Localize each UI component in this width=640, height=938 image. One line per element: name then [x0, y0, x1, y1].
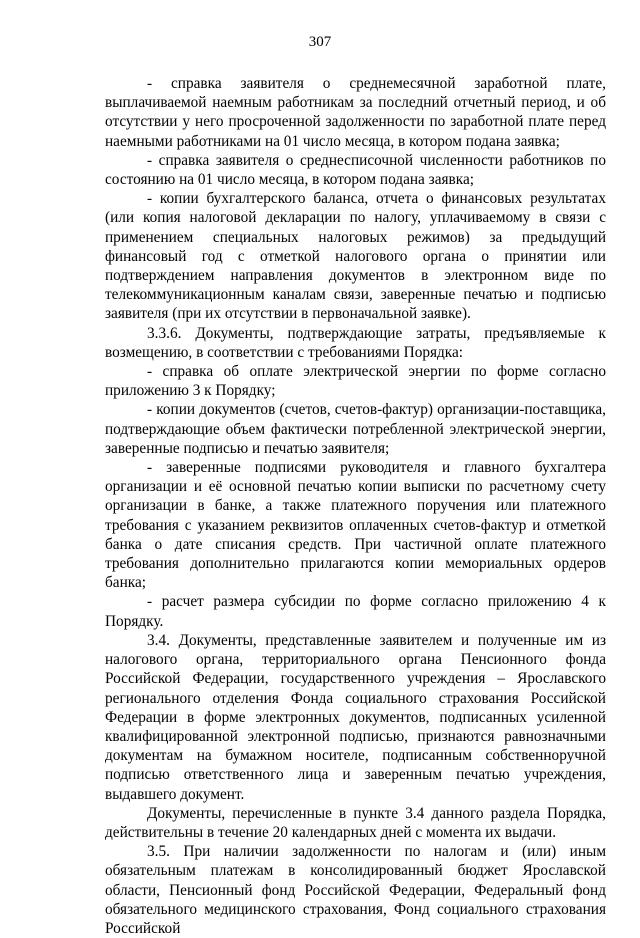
paragraph: 3.5. При наличии задолженности по налогам и (или) иным обязательным платежам в консолидированный бюджет Ярославской области, Пенсионный фонд Российской Федерации, Федеральный фонд обязательного медицинского страхования, Фонд социального страхования Российской — [105, 843, 606, 937]
paragraph: - копии документов (счетов, счетов-фактур) организации-поставщика, подтверждающие объем фактически потребленной электрической энергии, заверенные подписью и печатью заявителя; — [105, 401, 606, 457]
document-body — [105, 74, 606, 938]
paragraph: - справка заявителя о среднемесячной заработной плате, выплачиваемой наемным работникам за последний отчетный период, и об отсутствии у него просроченной задолженности по заработной плате перед наемными работниками на 01 число месяца, в котором подана заявка; — [105, 75, 606, 150]
paragraph: Документы, перечисленные в пункте 3.4 данного раздела Порядка, действительны в течение 20 календарных дней с момента их выдачи. — [105, 804, 606, 841]
paragraph: 3.4. Документы, представленные заявителем и полученные им из налогового органа, территориального органа Пенсионного фонда Российской Федерации, государственного учреждения – Ярославского регионального отделения Фонда социального страхования Российской Федерации в форме электронных документов, подписанных усиленной квалифицированной электронной подписью, признаются равнозначными документам на бумажном носителе, подписанным собственноручной подписью ответственного лица и заверенным печатью учреждения, выдавшего документ. — [105, 631, 606, 803]
paragraph: 3.3.6. Документы, подтверждающие затраты, предъявляемые к возмещению, в соответствии с требованиями Порядка: — [105, 324, 606, 361]
paragraph: - справка заявителя о среднесписочной численности работников по состоянию на 01 число месяца, в котором подана заявка; — [105, 151, 606, 189]
paragraph: - справка об оплате электрической энергии по форме согласно приложению 3 к Порядку; — [105, 363, 606, 400]
page-number: 307 — [308, 34, 332, 50]
paragraph: - расчет размера субсидии по форме согласно приложению 4 к Порядку. — [105, 593, 606, 630]
paragraph: - заверенные подписями руководителя и главного бухгалтера организации и её основной печатью копии выписки по расчетному счету организации в банке, а также платежного поручения или платежного требования с указанием реквизитов оплаченных счетов-фактур и отметкой банка о дате списания средств. При частичной оплате платежного требования дополнительно прилагаются копии мемориальных ордеров банка; — [105, 459, 606, 592]
paragraph: - копии бухгалтерского баланса, отчета о финансовых результатах (или копия налоговой декларации по налогу, уплачиваемому в связи с применением специальных налоговых режимов) за предыдущий финансовый год с отметкой налогового органа о принятии или подтверждением направления документов в электронном виде по телекоммуникационным каналам связи, заверенные печатью и подписью заявителя (при их отсутствии в первоначальной заявке). — [105, 190, 606, 323]
